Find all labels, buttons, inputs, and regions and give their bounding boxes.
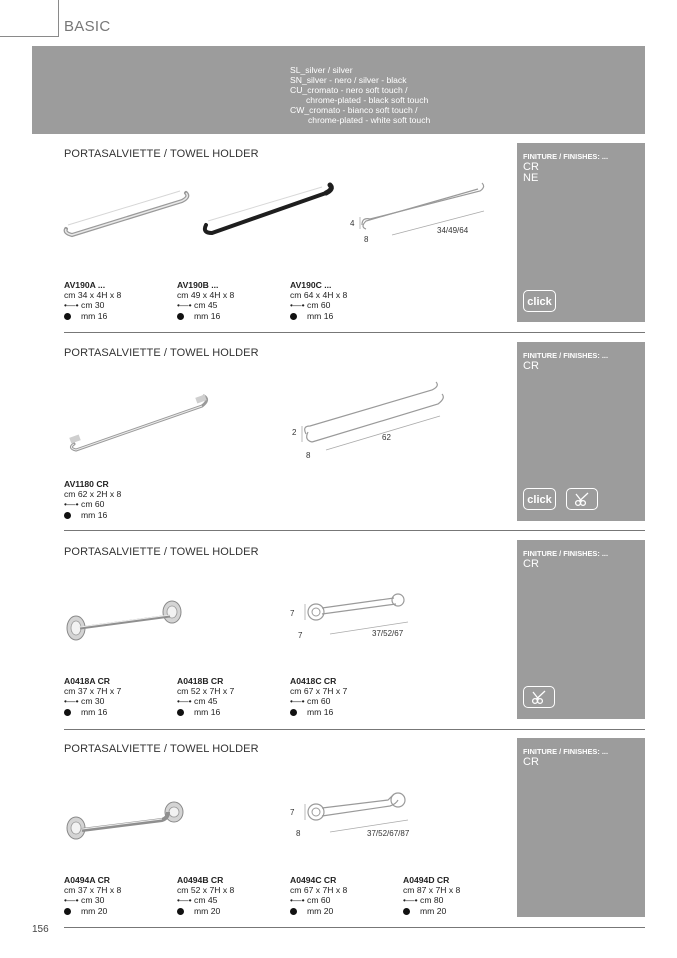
dimension-length: 62 <box>382 433 391 442</box>
finish-code: CR <box>523 558 539 570</box>
bar-length-icon: •—• <box>290 696 305 707</box>
bar-length-icon: •—• <box>64 499 79 510</box>
dimension-length: 37/52/67/87 <box>367 829 410 838</box>
product-entry <box>64 875 121 916</box>
product-code: A0418C CR <box>290 676 337 686</box>
product-entry <box>290 875 347 916</box>
finish-code: NE <box>523 172 539 184</box>
product-diameter: mm 16 <box>81 310 108 321</box>
section-divider <box>64 530 645 531</box>
dimension-depth: 7 <box>298 631 303 640</box>
finishes-panel <box>517 342 645 521</box>
tube-diameter-icon <box>64 313 71 320</box>
dimension-height: 7 <box>290 808 295 817</box>
bar-length-icon: •—• <box>177 300 192 311</box>
product-size: cm 37 x 7H x 8 <box>64 885 122 896</box>
product-entry <box>177 875 234 916</box>
product-code: A0418A CR <box>64 676 111 686</box>
click-button[interactable]: click <box>523 488 556 510</box>
tube-diameter-icon <box>177 709 184 716</box>
tube-diameter-icon <box>177 908 184 915</box>
product-size: cm 87 x 7H x 8 <box>403 885 461 896</box>
legend-line: chrome-plated - white soft touch <box>308 115 431 125</box>
product-length: cm 30 <box>81 300 105 311</box>
dimension-length: 34/49/64 <box>437 226 469 235</box>
section-divider <box>64 332 645 333</box>
product-image-av190b <box>198 183 338 238</box>
dimension-depth: 8 <box>306 451 311 460</box>
finishes-label: FINITURE / FINISHES: ... <box>523 351 608 360</box>
product-code: AV190A ... <box>64 280 106 290</box>
bar-length-icon: •—• <box>290 895 305 906</box>
product-code: A0494B CR <box>177 875 224 885</box>
section-divider <box>64 729 645 730</box>
product-diameter: mm 16 <box>81 509 108 520</box>
product-code: A0494C CR <box>290 875 337 885</box>
product-image-a0418 <box>64 600 189 645</box>
product-entry <box>290 280 347 321</box>
product-size: cm 52 x 7H x 7 <box>177 686 235 697</box>
bar-length-icon: •—• <box>177 895 192 906</box>
tube-diameter-icon <box>177 313 184 320</box>
product-size: cm 37 x 7H x 7 <box>64 686 122 697</box>
product-entry <box>403 875 460 916</box>
finish-code: CR <box>523 360 539 372</box>
catalog-section-title: BASIC <box>64 18 111 35</box>
product-entry <box>290 676 347 717</box>
product-size: cm 52 x 7H x 8 <box>177 885 235 896</box>
product-size: cm 62 x 2H x 8 <box>64 489 122 500</box>
scissors-button[interactable] <box>566 488 598 510</box>
product-length: cm 45 <box>194 300 218 311</box>
product-length: cm 60 <box>307 895 331 906</box>
finishes-label: FINITURE / FINISHES: ... <box>523 747 608 756</box>
finishes-panel <box>517 738 645 917</box>
product-entry <box>64 479 121 520</box>
dimension-length: 37/52/67 <box>372 629 404 638</box>
bar-length-icon: •—• <box>64 895 79 906</box>
click-button[interactable]: click <box>523 290 556 312</box>
product-code: A0418B CR <box>177 676 224 686</box>
finish-code: CR <box>523 756 539 768</box>
product-size: cm 34 x 4H x 8 <box>64 290 122 301</box>
tube-diameter-icon <box>290 709 297 716</box>
finishes-panel <box>517 540 645 719</box>
product-length: cm 45 <box>194 895 218 906</box>
section-title: PORTASALVIETTE / TOWEL HOLDER <box>64 347 259 359</box>
product-diameter: mm 20 <box>307 905 334 916</box>
dimension-depth: 8 <box>364 235 369 244</box>
finishes-label: FINITURE / FINISHES: ... <box>523 549 608 558</box>
product-entry <box>64 676 121 717</box>
dimension-drawing <box>296 382 446 452</box>
legend-line: CW_cromato - bianco soft touch / <box>290 105 418 115</box>
product-length: cm 30 <box>81 895 105 906</box>
section-title: PORTASALVIETTE / TOWEL HOLDER <box>64 148 259 160</box>
dimension-drawing <box>352 183 492 243</box>
tube-diameter-icon <box>64 512 71 519</box>
page-number: 156 <box>32 924 49 935</box>
product-diameter: mm 16 <box>307 706 334 717</box>
product-diameter: mm 16 <box>194 706 221 717</box>
bar-length-icon: •—• <box>177 696 192 707</box>
product-length: cm 60 <box>81 499 105 510</box>
finish-code: CR <box>523 161 539 173</box>
product-image-a0494 <box>64 800 189 845</box>
dimension-depth: 8 <box>296 829 301 838</box>
section-title: PORTASALVIETTE / TOWEL HOLDER <box>64 546 259 558</box>
legend-line: chrome-plated - black soft touch <box>306 95 429 105</box>
product-length: cm 60 <box>307 696 331 707</box>
product-code: A0494D CR <box>403 875 450 885</box>
legend-line: CU_cromato - nero soft touch / <box>290 85 408 95</box>
product-diameter: mm 20 <box>420 905 447 916</box>
product-diameter: mm 16 <box>81 706 108 717</box>
product-code: A0494A CR <box>64 875 111 885</box>
tube-diameter-icon <box>290 908 297 915</box>
product-size: cm 49 x 4H x 8 <box>177 290 235 301</box>
dimension-height: 2 <box>292 428 297 437</box>
scissors-icon <box>574 492 590 506</box>
dimension-height: 7 <box>290 609 295 618</box>
product-entry <box>177 280 234 321</box>
product-code: AV190C ... <box>290 280 332 290</box>
tube-diameter-icon <box>290 313 297 320</box>
finishes-legend-banner <box>32 46 645 134</box>
product-diameter: mm 20 <box>194 905 221 916</box>
footer-rule <box>64 927 645 928</box>
tube-diameter-icon <box>403 908 410 915</box>
section-title: PORTASALVIETTE / TOWEL HOLDER <box>64 743 259 755</box>
finishes-label: FINITURE / FINISHES: ... <box>523 152 608 161</box>
product-entry <box>64 280 121 321</box>
finishes-panel <box>517 143 645 322</box>
product-diameter: mm 16 <box>194 310 221 321</box>
product-size: cm 67 x 7H x 7 <box>290 686 348 697</box>
bar-length-icon: •—• <box>64 300 79 311</box>
product-entry <box>177 676 234 717</box>
product-length: cm 60 <box>307 300 331 311</box>
product-image-av190a <box>62 185 192 240</box>
legend-line: SL_silver / silver <box>290 65 353 75</box>
product-length: cm 30 <box>81 696 105 707</box>
tube-diameter-icon <box>64 709 71 716</box>
dimension-height: 4 <box>350 219 355 228</box>
bar-length-icon: •—• <box>290 300 305 311</box>
scissors-button[interactable] <box>523 686 555 708</box>
product-size: cm 67 x 7H x 8 <box>290 885 348 896</box>
product-size: cm 64 x 4H x 8 <box>290 290 348 301</box>
product-diameter: mm 16 <box>307 310 334 321</box>
tube-diameter-icon <box>64 908 71 915</box>
product-diameter: mm 20 <box>81 905 108 916</box>
product-image-av1180 <box>64 392 214 452</box>
product-length: cm 80 <box>420 895 444 906</box>
scissors-icon <box>531 690 547 704</box>
bar-length-icon: •—• <box>403 895 418 906</box>
product-length: cm 45 <box>194 696 218 707</box>
product-code: AV1180 CR <box>64 479 109 489</box>
product-code: AV190B ... <box>177 280 219 290</box>
bar-length-icon: •—• <box>64 696 79 707</box>
legend-line: SN_silver - nero / silver - black <box>290 75 407 85</box>
corner-mark <box>0 0 59 37</box>
